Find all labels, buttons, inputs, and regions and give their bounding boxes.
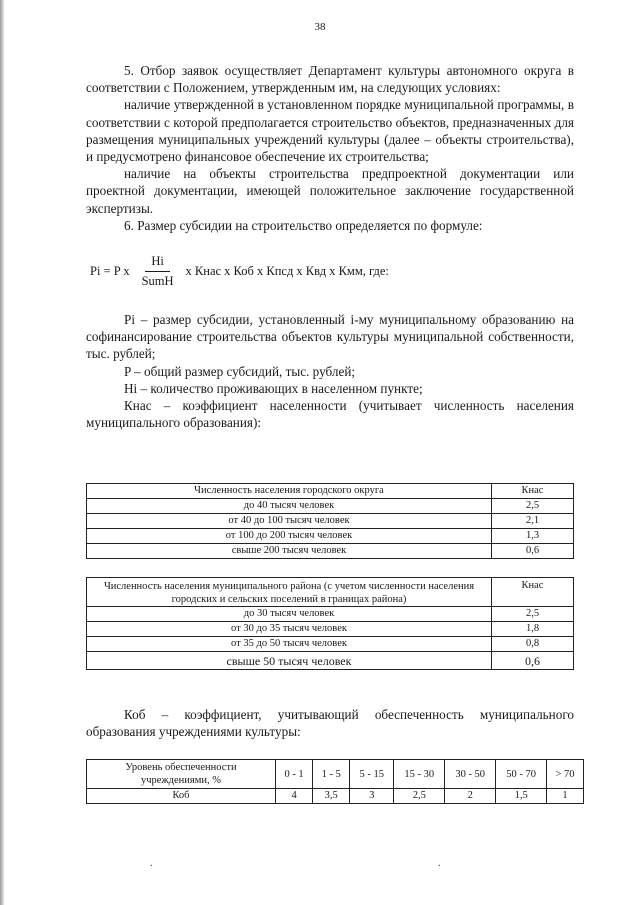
table-row	[87, 652, 574, 670]
table-cell: 0,6	[492, 544, 574, 559]
table-cell: до 30 тысяч человек	[87, 607, 492, 622]
table-row	[87, 789, 584, 804]
table-cell: 1,5	[496, 789, 547, 804]
table-district-population	[86, 577, 574, 670]
table-cell: Коб	[87, 789, 276, 804]
table-header-row	[87, 578, 574, 607]
table-cell: до 40 тысяч человек	[87, 499, 492, 514]
table-city-population	[86, 483, 574, 559]
footer-marks	[0, 858, 640, 868]
page-number: 38	[314, 21, 326, 33]
table-header-cell: 5 - 15	[350, 760, 394, 789]
table-row	[87, 514, 574, 529]
table-header-row	[87, 484, 574, 499]
table-cell: 3	[350, 789, 394, 804]
table-cell: 2,5	[394, 789, 445, 804]
table-cell: 2	[445, 789, 496, 804]
formula-left: Pi = P x	[90, 263, 130, 278]
table-header-cell: Численность населения городского округа	[87, 484, 492, 499]
table-cell: от 40 до 100 тысяч человек	[87, 514, 492, 529]
definition-hi: Hi – количество проживающих в населенном пункте;	[124, 380, 423, 396]
table-header-cell: Численность населения муниципального района (с учетом численности населения городских и сельских поселений в границах района)	[87, 578, 492, 607]
definition-p: P – общий размер субсидий, тыс. рублей;	[124, 363, 356, 379]
table-cell: 2,5	[492, 499, 574, 514]
table-cell: от 35 до 50 тысяч человек	[87, 637, 492, 652]
table-header-cell: > 70	[547, 760, 584, 789]
definition-knas: Кнас – коэффициент населенности (учитывает численность населения муниципального образования):	[86, 398, 574, 431]
table-cell: свыше 50 тысяч человек	[87, 652, 492, 670]
table-row	[87, 622, 574, 637]
kob-definition-block	[86, 706, 574, 740]
table-cell: 1	[547, 789, 584, 804]
table-cell: 0,8	[492, 637, 574, 652]
subsidy-formula	[90, 254, 574, 289]
paragraph-condition-documentation: наличие на объекты строительства предпроектной документации или проектной документации, имеющей положительное заключение государственной экспертизы.	[86, 166, 574, 216]
table-cell: 1,3	[492, 529, 574, 544]
formula-numerator: Hi	[145, 254, 170, 272]
table-header-cell: 30 - 50	[445, 760, 496, 789]
definition-kob: Коб – коэффициент, учитывающий обеспеченность муниципального образования учреждениями культуры:	[86, 707, 574, 740]
paragraph-selection-rules: 5. Отбор заявок осуществляет Департамент культуры автономного округа в соответствии с Положением, утвержденным им, на следующих условиях:	[86, 63, 574, 96]
formula-denominator: SumH	[141, 274, 174, 289]
table-cell: 4	[276, 789, 313, 804]
table-kob	[86, 759, 584, 804]
table-header-cell: Кнас	[492, 578, 574, 607]
table-cell: от 100 до 200 тысяч человек	[87, 529, 492, 544]
table-header-cell: Уровень обеспеченности учреждениями, %	[87, 760, 276, 789]
paragraph-subsidy-formula-intro: 6. Размер субсидии на строительство определяется по формуле:	[124, 217, 483, 233]
formula-right: x Кнас x Коб x Кпсд x Квд x Кмм, где:	[185, 263, 389, 278]
table-header-cell: Кнас	[492, 484, 574, 499]
table-cell: от 30 до 35 тысяч человек	[87, 622, 492, 637]
paragraph-condition-program: наличие утвержденной в установленном порядке муниципальной программы, в соответствии с которой предполагается строительство объектов, предназначенных для размещения муниципальных учреждений культуры (далее – объекты строительства), и предусмотрено финансовое обеспечение их строительства;	[86, 97, 574, 165]
table-row	[87, 607, 574, 622]
formula-fraction	[136, 254, 180, 289]
table-header-cell: 50 - 70	[496, 760, 547, 789]
table-row	[87, 544, 574, 559]
table-cell: 1,8	[492, 622, 574, 637]
table-cell: 2,1	[492, 514, 574, 529]
table-cell: 0,6	[492, 652, 574, 670]
table-header-cell: 15 - 30	[394, 760, 445, 789]
definition-pi: Pi – размер субсидии, установленный i-му муниципальному образованию на софинансирование строительства объектов культуры муниципальной собственности, тыс. рублей;	[86, 312, 574, 362]
table-header-row	[87, 760, 584, 789]
table-row	[87, 529, 574, 544]
body-text	[86, 62, 574, 431]
footer-mark: .	[438, 858, 441, 869]
scan-edge	[0, 0, 4, 905]
footer-mark: .	[150, 858, 153, 869]
table-row	[87, 499, 574, 514]
table-header-cell: 1 - 5	[313, 760, 350, 789]
table-cell: 3,5	[313, 789, 350, 804]
table-header-cell: 0 - 1	[276, 760, 313, 789]
table-cell: свыше 200 тысяч человек	[87, 544, 492, 559]
table-row	[87, 637, 574, 652]
table-cell: 2,5	[492, 607, 574, 622]
